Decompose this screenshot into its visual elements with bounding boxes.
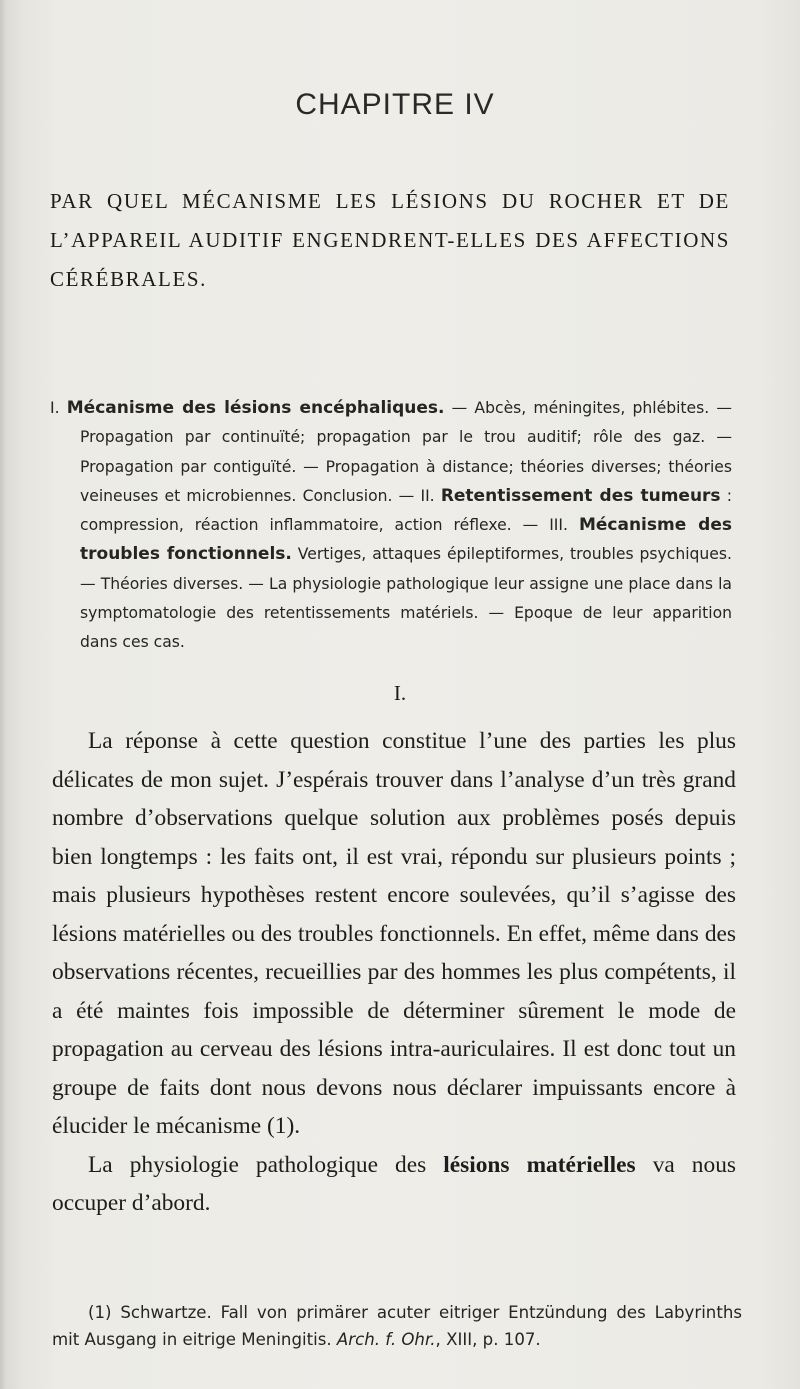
chapter-title: CHAPITRE IV — [295, 88, 495, 121]
summary-part-3-number: III. — [549, 516, 568, 535]
summary-part-1-number: I. — [50, 399, 60, 417]
footnote-reference: , XIII, p. 107. — [435, 1330, 541, 1349]
summary-part-3-text: Vertiges, attaques épileptiformes, troubles psychiques. — Théories diverses. — La physiologie pathologique leur assigne une place dans la symptomatologie des retentissements matériels. — Epoque de leur apparition dans ces cas. — [80, 545, 732, 652]
body-paragraph-2-end: va nous occuper d’abord. — [52, 1151, 736, 1216]
body-paragraph-2-emphasis: lésions matérielles — [443, 1151, 636, 1178]
body-paragraph-2-start: La physiologie pathologique des — [88, 1151, 444, 1178]
summary-part-2-heading: Retentissement des tumeurs — [440, 485, 721, 506]
summary-part-2-text: : compression, réaction inflammatoire, action réflexe. — — [80, 486, 732, 535]
body-text — [52, 722, 736, 1223]
summary-part-2-number: II. — [420, 486, 435, 505]
chapter-summary — [50, 394, 732, 658]
footnote-text: (1) Schwartze. Fall von primärer acuter eitriger Entzündung des Labyrinths mit Ausgang in eitrige Meningitis. — [52, 1303, 742, 1349]
section-number: I. — [393, 681, 407, 705]
body-paragraph-2 — [52, 1146, 736, 1223]
footnote — [52, 1299, 742, 1353]
footnote-1 — [52, 1299, 742, 1353]
summary-part-3-heading: Mécanisme des troubles fonctionnels. — [80, 515, 732, 565]
body-paragraph-1: La réponse à cette question constitue l’une des parties les plus délicates de mon sujet. J’espérais trouver dans l’analyse d’un très grand nombre d’observations quelque solution aux problèmes posés depuis bien longtemps : les faits ont, il est vrai, répondu sur plusieurs points ; mais plusieurs hypothèses restent encore soulevées, qu’il s’agisse des lésions matérielles ou des troubles fonctionnels. En effet, même dans des observations récentes, recueillies par des hommes les plus compétents, il a été maintes fois impossible de déterminer sûrement le mode de propagation au cerveau des lésions intra-auriculaires. Il est donc tout un groupe de faits dont nous devons nous déclarer impuissants encore à élucider le mécanisme (1). — [52, 728, 736, 1139]
chapter-subtitle: PAR QUEL MÉCANISME LES LÉSIONS DU ROCHER ET DE L’APPAREIL AUDITIF ENGENDRENT-ELLES DES AFFECTIONS CÉRÉBRALES. — [50, 189, 730, 291]
summary-block — [50, 394, 732, 658]
summary-part-1-text: — Abcès, méningites, phlébites. — Propagation par continuïté; propagation par le trou auditif; rôle des gaz. — Propagation par contiguïté. — Propagation à distance; théories diverses; théories veineuses et microbiennes. Conclusion. — — [80, 399, 732, 505]
summary-part-1-heading: Mécanisme des lésions encéphaliques. — [66, 398, 445, 418]
footnote-journal: Arch. f. Ohr. — [336, 1330, 436, 1349]
